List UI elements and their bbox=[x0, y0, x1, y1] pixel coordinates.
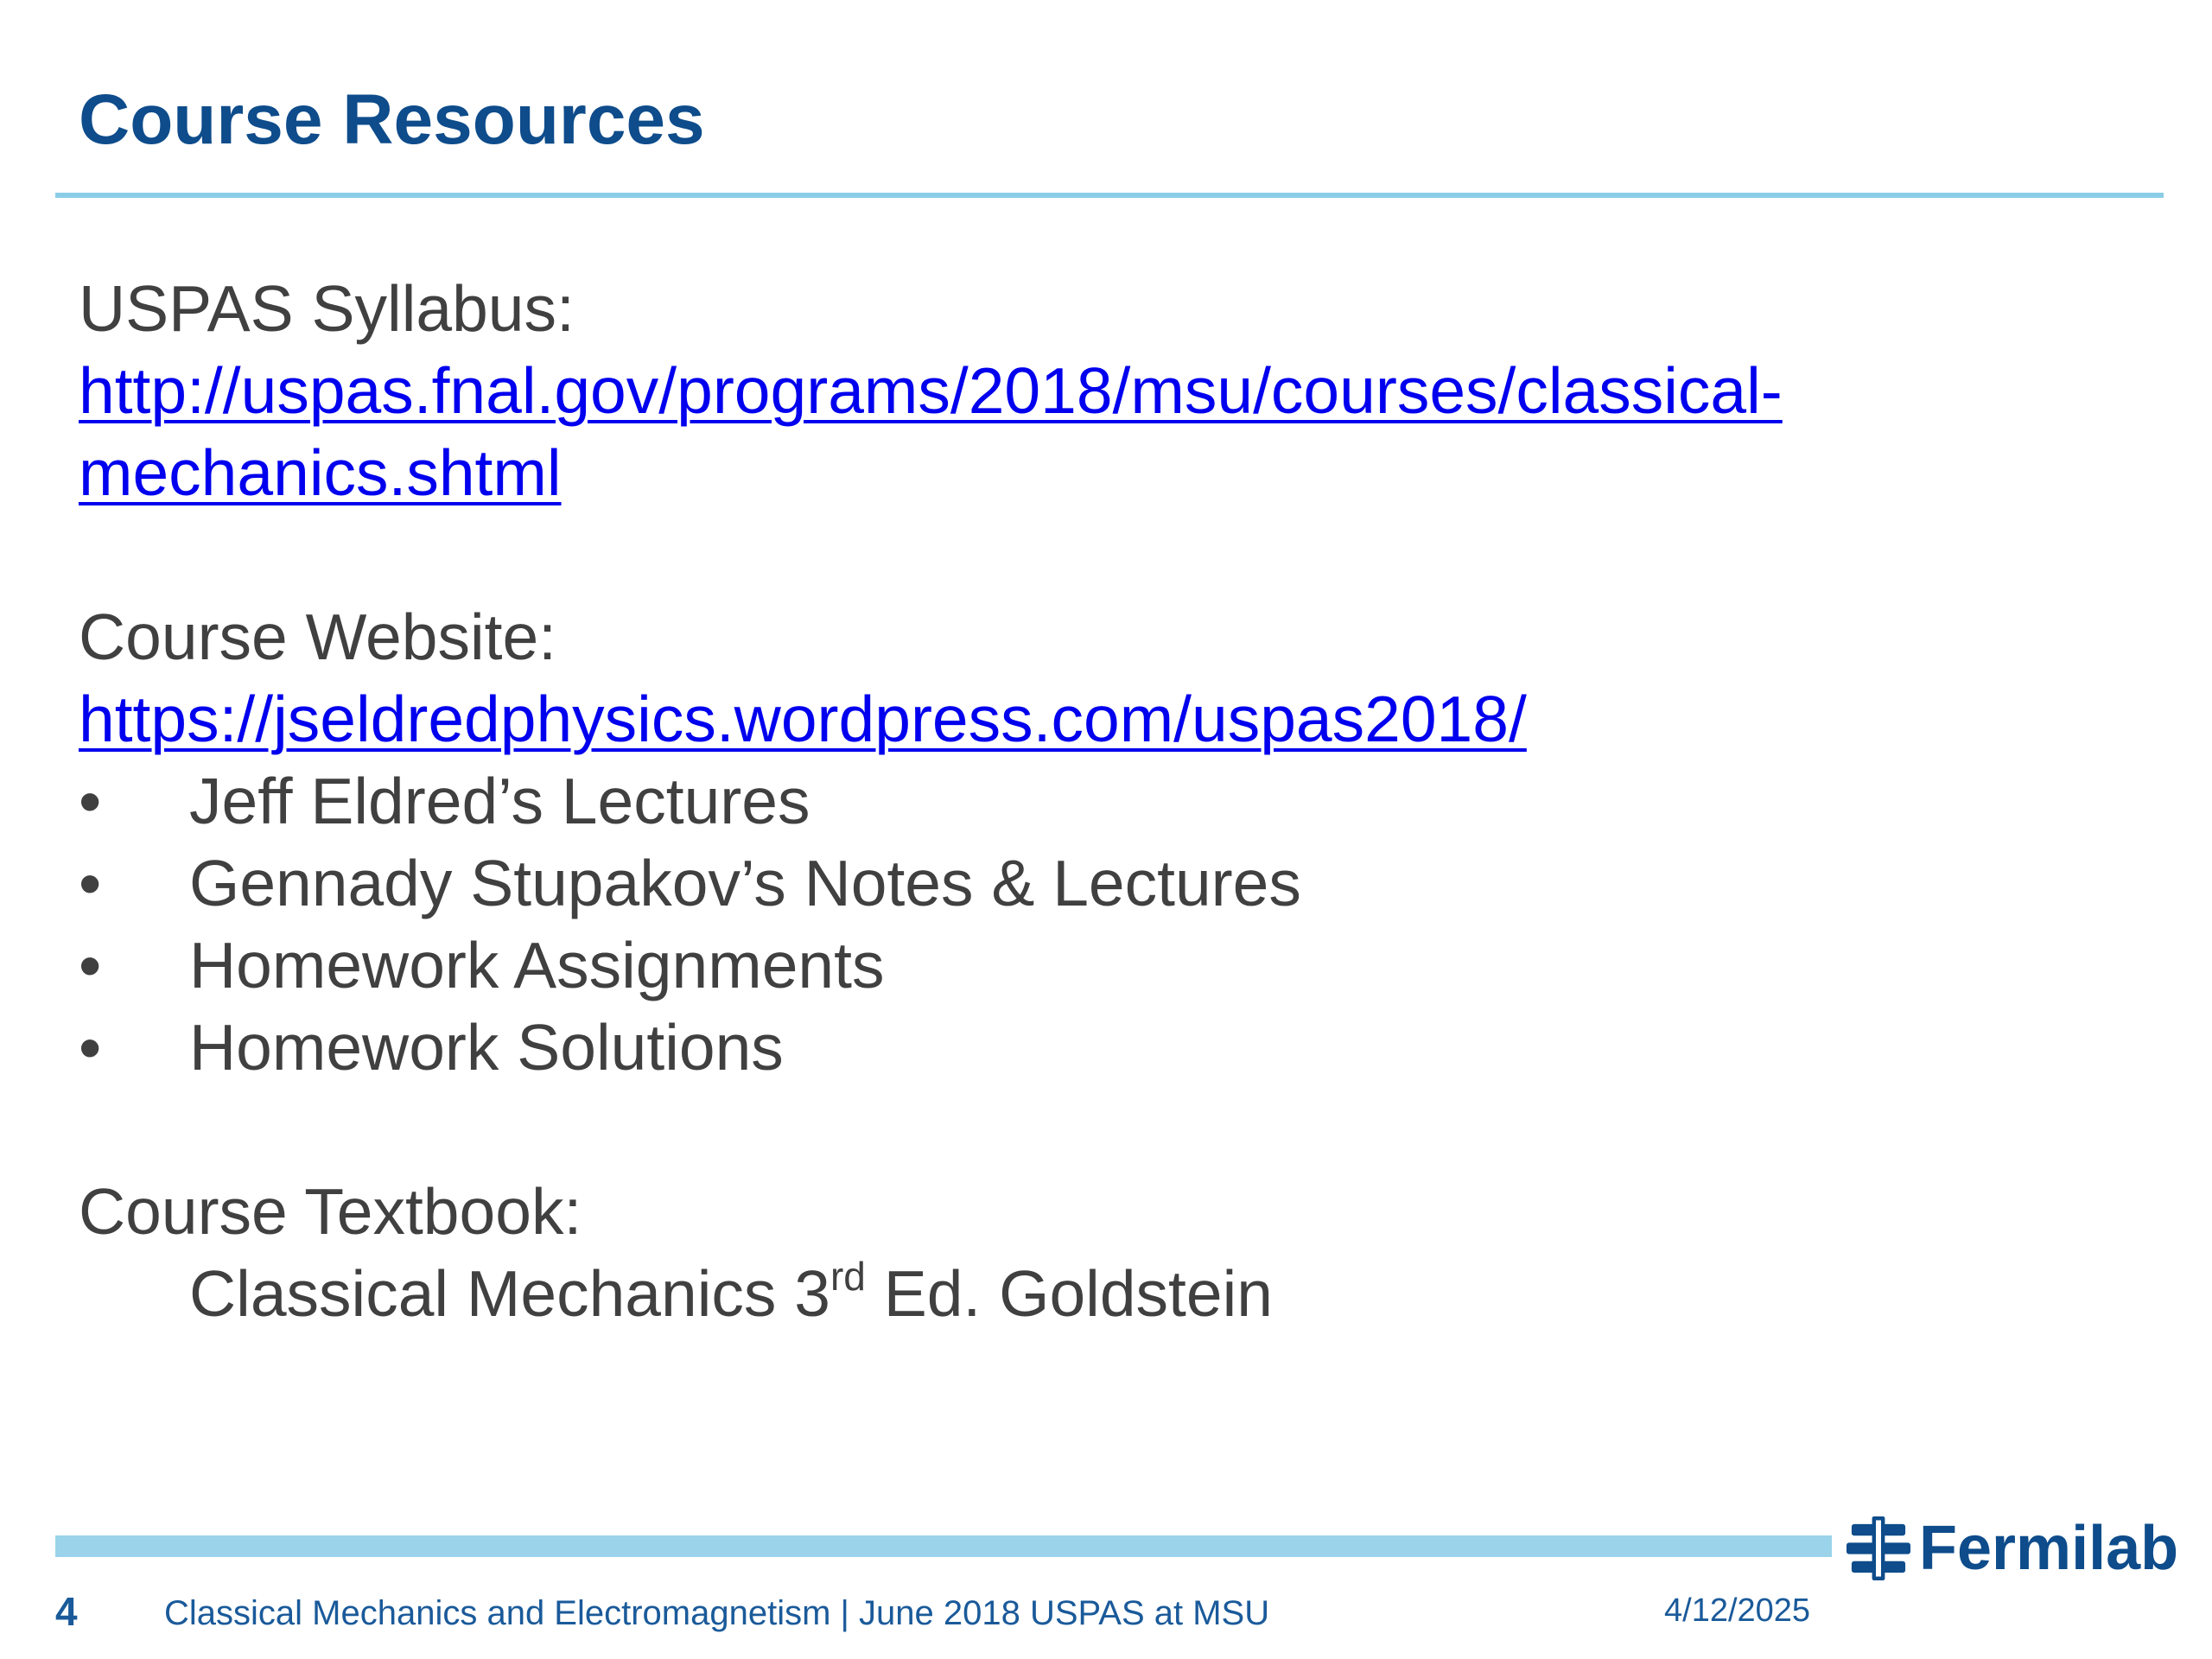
spacer bbox=[79, 514, 2066, 596]
textbook-title bbox=[79, 1253, 2066, 1335]
list-item bbox=[79, 760, 2066, 842]
syllabus-link-line-1[interactable]: http://uspas.fnal.gov/programs/2018/msu/courses/classical- bbox=[79, 354, 1783, 427]
list-item-label: Gennady Stupakov’s Notes & Lectures bbox=[189, 847, 1301, 919]
footer-bar bbox=[55, 1535, 1832, 1557]
textbook-label: Course Textbook: bbox=[79, 1175, 582, 1248]
logo-text: Fermilab bbox=[1919, 1514, 2179, 1583]
title-divider bbox=[55, 193, 2164, 198]
syllabus-label: USPAS Syllabus: bbox=[79, 272, 575, 345]
footer-date: 4/12/2025 bbox=[1664, 1592, 1811, 1629]
syllabus-link[interactable] bbox=[79, 350, 2066, 514]
list-item-label: Homework Assignments bbox=[189, 929, 885, 1001]
list-item-label: Jeff Eldred’s Lectures bbox=[189, 765, 810, 837]
fermilab-logo bbox=[1847, 1514, 2178, 1583]
website-contents-list bbox=[79, 760, 2066, 1089]
website-link[interactable]: https://jseldredphysics.wordpress.com/uspas2018/ bbox=[79, 683, 1527, 755]
syllabus-link-line-2[interactable]: mechanics.shtml bbox=[79, 436, 562, 509]
slide-title: Course Resources bbox=[79, 80, 705, 159]
website-label: Course Website: bbox=[79, 601, 557, 673]
list-item bbox=[79, 842, 2066, 925]
textbook-title-prefix: Classical Mechanics 3 bbox=[189, 1257, 830, 1330]
textbook-ordinal: rd bbox=[830, 1254, 866, 1299]
bullet-icon: • bbox=[79, 1011, 102, 1084]
spacer bbox=[79, 1089, 2066, 1171]
list-item bbox=[79, 925, 2066, 1007]
list-item bbox=[79, 1007, 2066, 1089]
textbook-title-suffix: Ed. Goldstein bbox=[865, 1257, 1273, 1330]
bullet-icon: • bbox=[79, 765, 102, 837]
fermilab-logo-icon bbox=[1847, 1516, 1910, 1580]
footer-text: Classical Mechanics and Electromagnetism | June 2018 USPAS at MSU bbox=[164, 1594, 1270, 1632]
bullet-icon: • bbox=[79, 847, 102, 919]
slide-content bbox=[79, 268, 2066, 1335]
page-number: 4 bbox=[55, 1589, 78, 1634]
list-item-label: Homework Solutions bbox=[189, 1011, 784, 1084]
bullet-icon: • bbox=[79, 929, 102, 1001]
